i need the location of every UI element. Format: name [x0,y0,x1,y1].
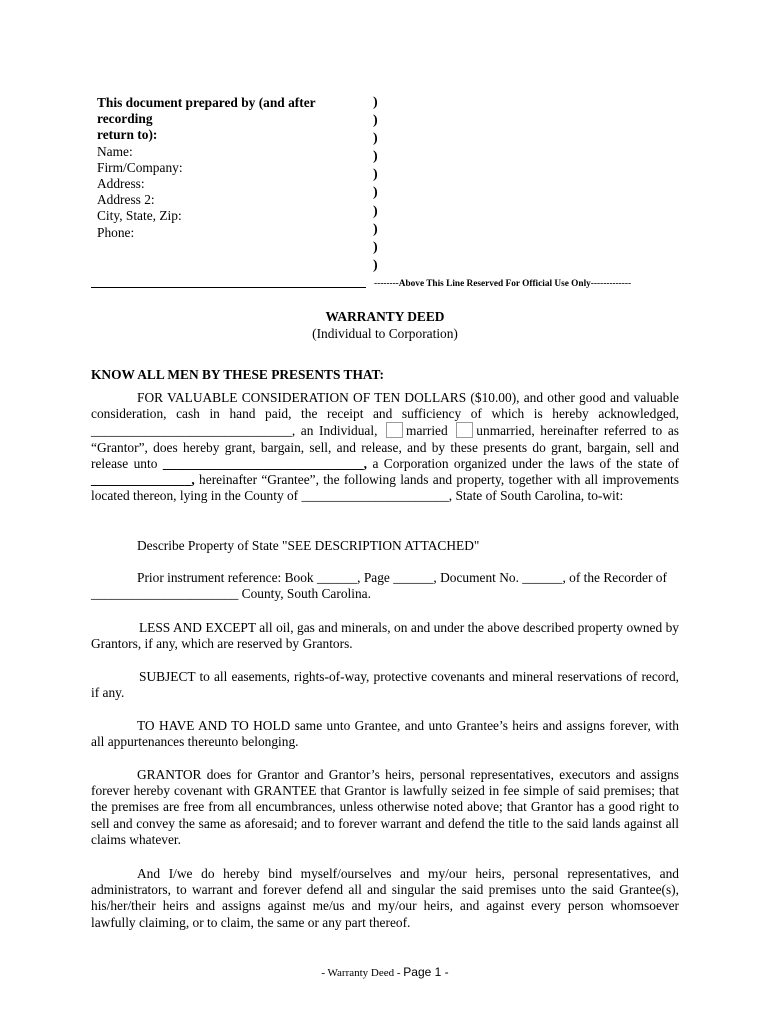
footer-label: - Warranty Deed - [321,967,404,979]
prepared-by-line2: return to): [97,127,158,143]
parenthesis-column [373,94,385,275]
document-subtitle: (Individual to Corporation) [312,326,458,341]
page-number: Page 1 - [403,965,449,979]
subject-paragraph [91,669,679,701]
header-divider-line [91,287,366,288]
paren: ) [373,221,378,237]
property-text: hereinafter “Grantee”, the following lands and property, together with all improvements located thereon, lying in the County of ______________________, State of South Carolina, to-wit: [91,472,679,504]
paren: ) [373,131,378,147]
subject-text: SUBJECT to all easements, rights-of-way, protective covenants and mineral reservations of record, if any. [91,669,679,701]
phone-field-label: Phone: [97,224,135,240]
paren: ) [373,203,378,219]
address-field-label: Address: [97,176,145,192]
warrant-text: And I/we do hereby bind myself/ourselves and my/our heirs, personal representatives, and administrators, to warrant and forever defend all and singular the said premises unto the said Grantee(s), his/her/their heirs and assigns against me/us and my/our heirs, and against every person whomsoever lawfully claiming, or to claim, the same or any part thereof. [91,866,679,930]
official-use-notice: --------Above This Line Reserved For Official Use Only------------- [374,279,632,289]
less-except-paragraph [91,620,679,652]
grant-text: “Grantor”, does hereby grant, bargain, sell, and release, and by these presents do grant, bargain, sell and release unto [91,439,679,471]
to-have-paragraph [91,718,679,750]
paren: ) [373,257,378,273]
preparer-block [97,95,372,241]
name-field-label: Name: [97,143,133,159]
prior-instrument-line2: ______________________ County, South Carolina. [91,586,371,601]
to-have-text: TO HAVE AND TO HOLD same unto Grantee, and unto Grantee’s heirs and assigns forever, with all appurtenances thereunto belonging. [91,718,679,750]
state-blank: _______________, [91,472,195,488]
paren: ) [373,113,378,129]
unmarried-checkbox[interactable] [456,422,473,438]
paren: ) [373,167,378,183]
married-checkbox[interactable] [386,422,403,438]
covenant-paragraph [91,767,679,848]
less-except-text: LESS AND EXCEPT all oil, gas and minerals, on and under the above described property owned by Grantors, if any, which are reserved by Grantors. [91,620,679,652]
address2-field-label: Address 2: [97,192,155,208]
consideration-text: FOR VALUABLE CONSIDERATION OF TEN DOLLARS ($10.00), and other good and valuable consideration, cash in hand paid, the receipt and sufficiency of which is hereby acknowledged, ______________________________, an Individual, [91,390,679,439]
covenant-text: GRANTOR does for Grantor and Grantor’s heirs, personal representatives, executors and assigns forever hereby covenant with GRANTEE that Grantor is lawfully seized in fee simple of said premises; that the premises are free from all encumbrances, unless otherwise noted above; that Grantor has a good right to sell and convey the same as aforesaid; and to forever warrant and defend the title to the said lands against all claims whatever. [91,767,679,847]
page-footer [0,964,770,981]
married-label: married [406,423,448,439]
grantee-name-blank: ______________________________, [162,455,368,471]
paren: ) [373,149,378,165]
prior-instrument-line: Prior instrument reference: Book ______, Page ______, Document No. ______, of the Recorder of [137,570,667,585]
describe-property-line: Describe Property of State "SEE DESCRIPTION ATTACHED" [137,538,480,553]
document-title: WARRANTY DEED [325,309,445,324]
paren: ) [373,239,378,255]
corporation-text: a Corporation organized under the laws of the state of [367,455,680,471]
unmarried-label: unmarried, hereinafter referred to as [476,423,679,439]
prepared-by-line1: This document prepared by (and after recording [97,95,316,127]
warrant-paragraph [91,866,679,931]
paren: ) [373,95,378,110]
consideration-paragraph [91,390,679,504]
paren: ) [373,185,378,201]
firm-field-label: Firm/Company: [97,159,183,175]
know-all-heading: KNOW ALL MEN BY THESE PRESENTS THAT: [91,367,384,382]
city-state-zip-field-label: City, State, Zip: [97,208,182,224]
